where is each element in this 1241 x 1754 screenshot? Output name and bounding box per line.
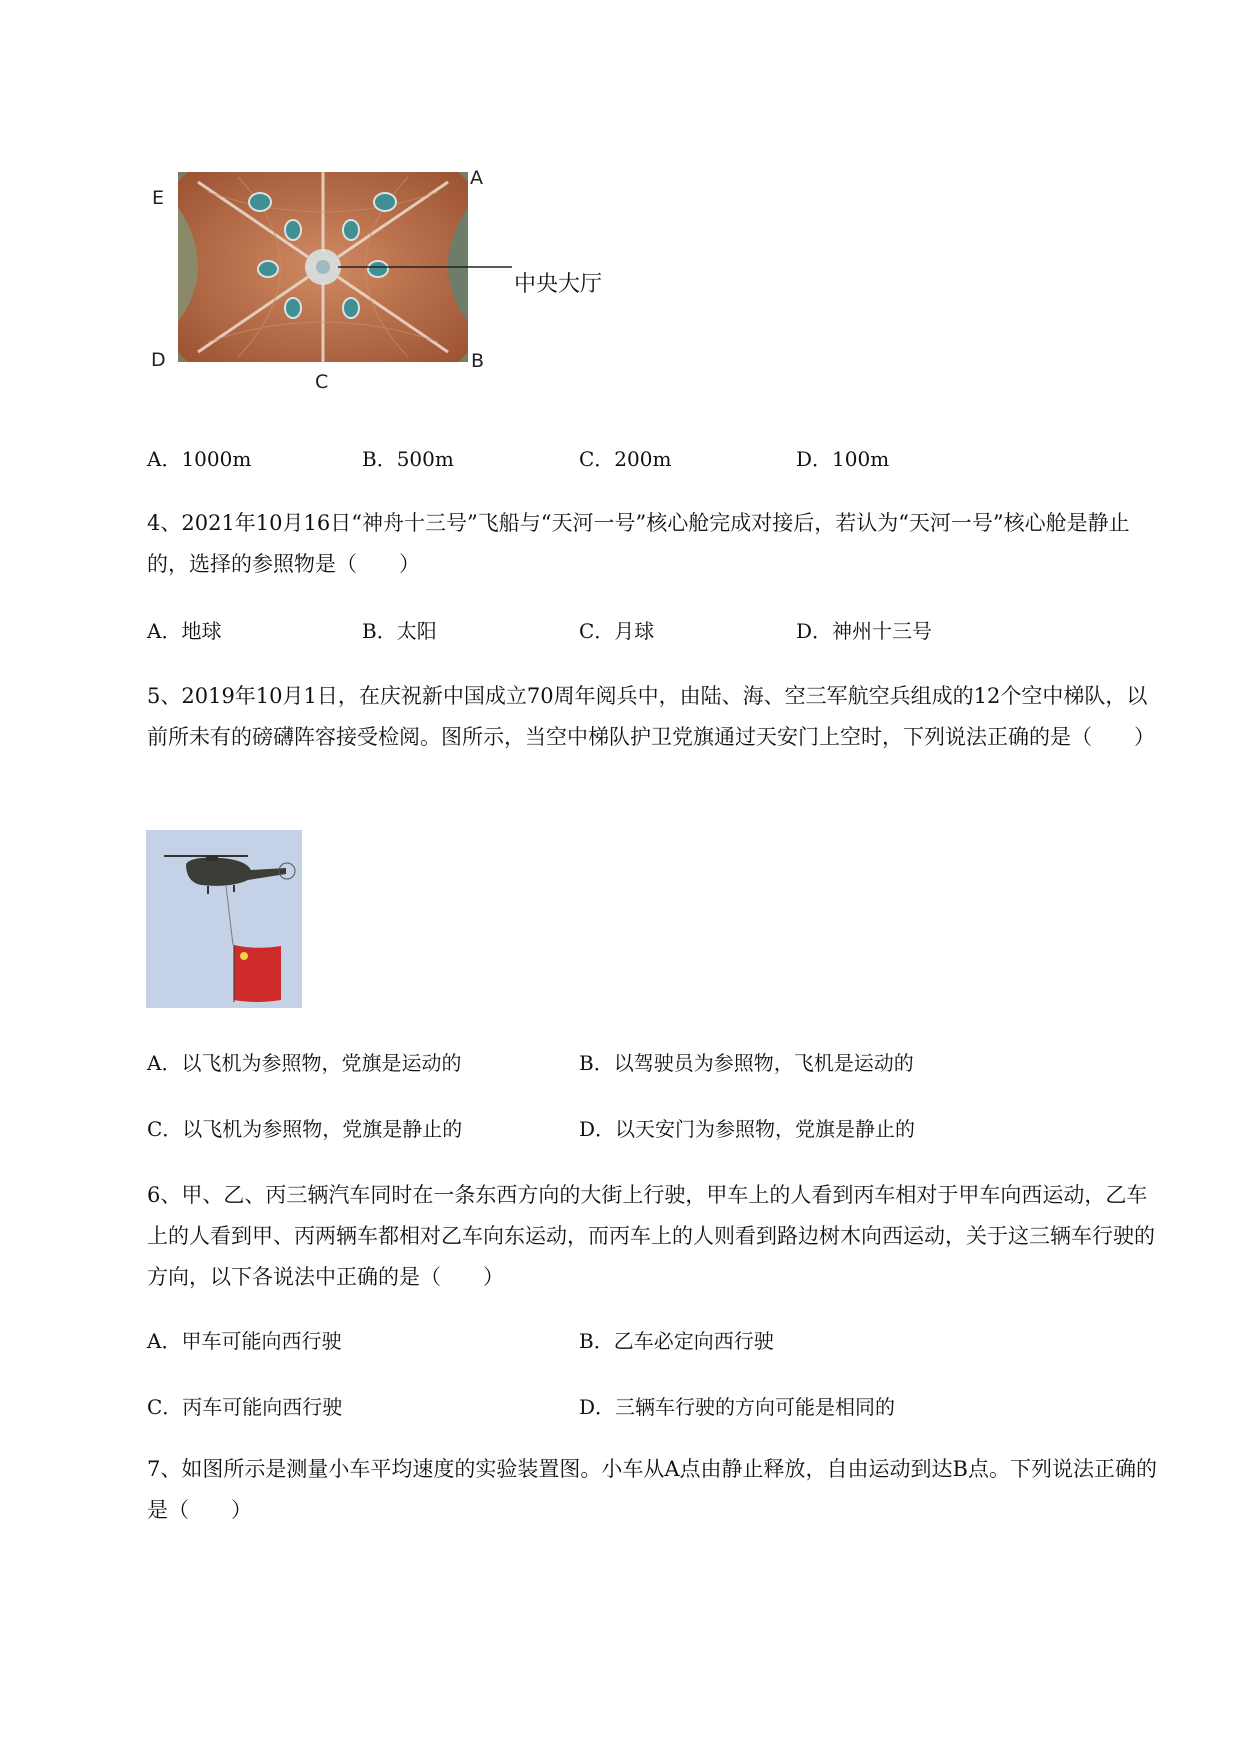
q5-stem: 5、2019年10月1日，在庆祝新中国成立70周年阅兵中，由陆、海、空三军航空兵组成的12个空中梯队，以前所未有的磅礴阵容接受检阅。图所示，当空中梯队护卫党旗通过天安门上空时，下列说法正确的是（ ） bbox=[147, 684, 1155, 749]
q5-option-b: B．以驾驶员为参照物，飞机是运动的 bbox=[579, 1051, 914, 1075]
q4-option-c: C．月球 bbox=[579, 619, 655, 643]
q6-option-d: D．三辆车行驶的方向可能是相同的 bbox=[579, 1395, 896, 1419]
q5-option-a: A．以飞机为参照物，党旗是运动的 bbox=[147, 1051, 462, 1075]
q3-option-a: A．1000m bbox=[147, 447, 252, 471]
q4-option-d: D．神州十三号 bbox=[796, 619, 933, 643]
q4-option-b: B．太阳 bbox=[362, 619, 437, 643]
q3-option-b: B．500m bbox=[362, 447, 454, 471]
corner-label-a: A bbox=[470, 167, 483, 189]
q3-option-d: D．100m bbox=[796, 447, 890, 471]
q7-stem: 7、如图所示是测量小车平均速度的实验装置图。小车从A点由静止释放，自由运动到达B点。下列说法正确的是（ ） bbox=[147, 1457, 1157, 1522]
q5-option-d: D．以天安门为参照物，党旗是静止的 bbox=[579, 1117, 916, 1141]
callout-line bbox=[466, 265, 512, 269]
q6-option-b: B．乙车必定向西行驶 bbox=[579, 1329, 774, 1353]
helicopter-flag-photo bbox=[146, 830, 302, 1008]
q6-option-a: A．甲车可能向西行驶 bbox=[147, 1329, 342, 1353]
corner-label-c: C bbox=[315, 371, 329, 393]
q3-option-c: C．200m bbox=[579, 447, 672, 471]
q5-option-c: C．以飞机为参照物，党旗是静止的 bbox=[147, 1117, 463, 1141]
corner-label-d: D bbox=[151, 349, 166, 371]
corner-label-b: B bbox=[471, 350, 485, 372]
airport-roof-image bbox=[178, 172, 468, 362]
q6-stem: 6、甲、乙、丙三辆汽车同时在一条东西方向的大街上行驶，甲车上的人看到丙车相对于甲车向西运动，乙车上的人看到甲、丙两辆车都相对乙车向东运动，而丙车上的人则看到路边树木向西运动，关于这三辆车行驶的方向，以下各说法中正确的是（ ） bbox=[147, 1183, 1155, 1289]
corner-label-e: E bbox=[152, 187, 165, 209]
q4-option-a: A．地球 bbox=[147, 619, 222, 643]
q6-option-c: C．丙车可能向西行驶 bbox=[147, 1395, 343, 1419]
q4-stem: 4、2021年10月16日“神舟十三号”飞船与“天河一号”核心舱完成对接后，若认为“天河一号”核心舱是静止的，选择的参照物是（ ） bbox=[147, 511, 1130, 576]
callout-central-hall: 中央大厅 bbox=[514, 272, 603, 297]
